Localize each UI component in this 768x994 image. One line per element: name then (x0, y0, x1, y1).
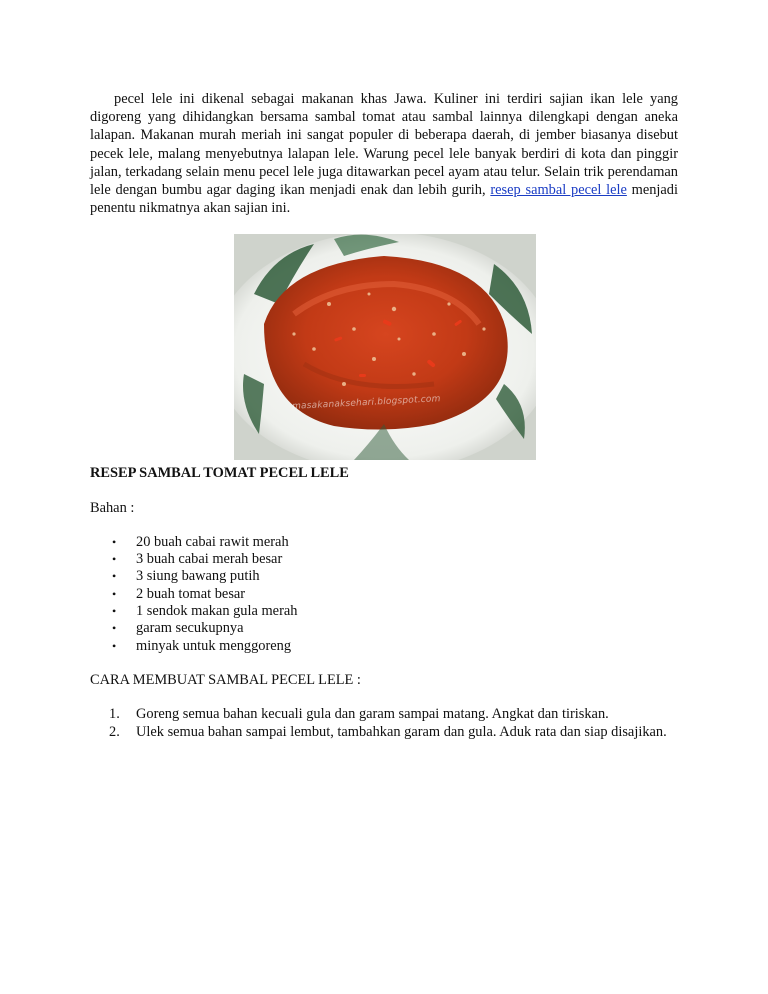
intro-text-after-link: menjadi penentu nikmatnya akan sajian ini. (90, 182, 678, 217)
list-item (90, 723, 678, 741)
sambal-illustration (234, 234, 536, 460)
step-text: Ulek semua bahan sampai lembut, tambahkan garam dan gula. Aduk rata dan siap disajikan. (136, 724, 667, 741)
bullet-icon: • (112, 552, 117, 567)
bullet-icon: • (112, 621, 117, 636)
bullet-icon: • (112, 534, 117, 549)
ingredient-text: minyak untuk menggoreng (136, 637, 292, 654)
list-item (90, 603, 678, 620)
ingredient-text: garam secukupnya (136, 620, 244, 637)
recipe-title: RESEP SAMBAL TOMAT PECEL LELE (90, 465, 349, 482)
step-number: 1. (109, 706, 120, 723)
list-item (90, 534, 678, 551)
bullet-icon: • (112, 638, 117, 653)
ingredient-text: 3 siung bawang putih (136, 568, 260, 585)
list-item (90, 586, 678, 603)
ingredient-text: 3 buah cabai merah besar (136, 551, 283, 568)
ingredient-text: 2 buah tomat besar (136, 585, 246, 602)
photo-watermark: masakanaksehari.blogspot.com (291, 394, 441, 413)
document-page (90, 90, 678, 742)
sambal-photo (234, 234, 536, 460)
list-item (90, 568, 678, 585)
list-item (90, 705, 678, 723)
ingredients-list (90, 534, 678, 655)
recipe-link[interactable]: resep sambal pecel lele (490, 182, 627, 199)
step-number: 2. (109, 724, 120, 741)
list-item (90, 551, 678, 568)
intro-text-before-link: pecel lele ini dikenal sebagai makanan khas Jawa. Kuliner ini terdiri sajian ikan lele yang digoreng yang dihidangkan bersama sambal tomat atau sambal lainnya dilengkapi dengan aneka lalapan. Makanan murah meriah ini sangat populer di beberapa daerah, di jember biasanya disebut pecek lele, malang menyebutnya lalapan lele. Warung pecel lele banyak berdiri di kota dan pinggir jalan, terkadang selain menu pecel lele juga ditawarkan pecel ayam atau telur. Selain trik perendaman lele dengan bumbu agar daging ikan menjadi enak dan lebih gurih, (90, 91, 678, 199)
steps-list (90, 705, 678, 741)
ingredient-text: 1 sendok makan gula merah (136, 603, 298, 620)
bullet-icon: • (112, 604, 117, 619)
intro-paragraph (90, 90, 678, 217)
ingredient-text: 20 buah cabai rawit merah (136, 533, 289, 550)
list-item (90, 638, 678, 655)
bullet-icon: • (112, 586, 117, 601)
step-text: Goreng semua bahan kecuali gula dan garam sampai matang. Angkat dan tiriskan. (136, 706, 609, 723)
ingredients-label: Bahan : (90, 499, 135, 516)
list-item (90, 620, 678, 637)
bullet-icon: • (112, 569, 117, 584)
steps-heading: CARA MEMBUAT SAMBAL PECEL LELE : (90, 671, 361, 688)
